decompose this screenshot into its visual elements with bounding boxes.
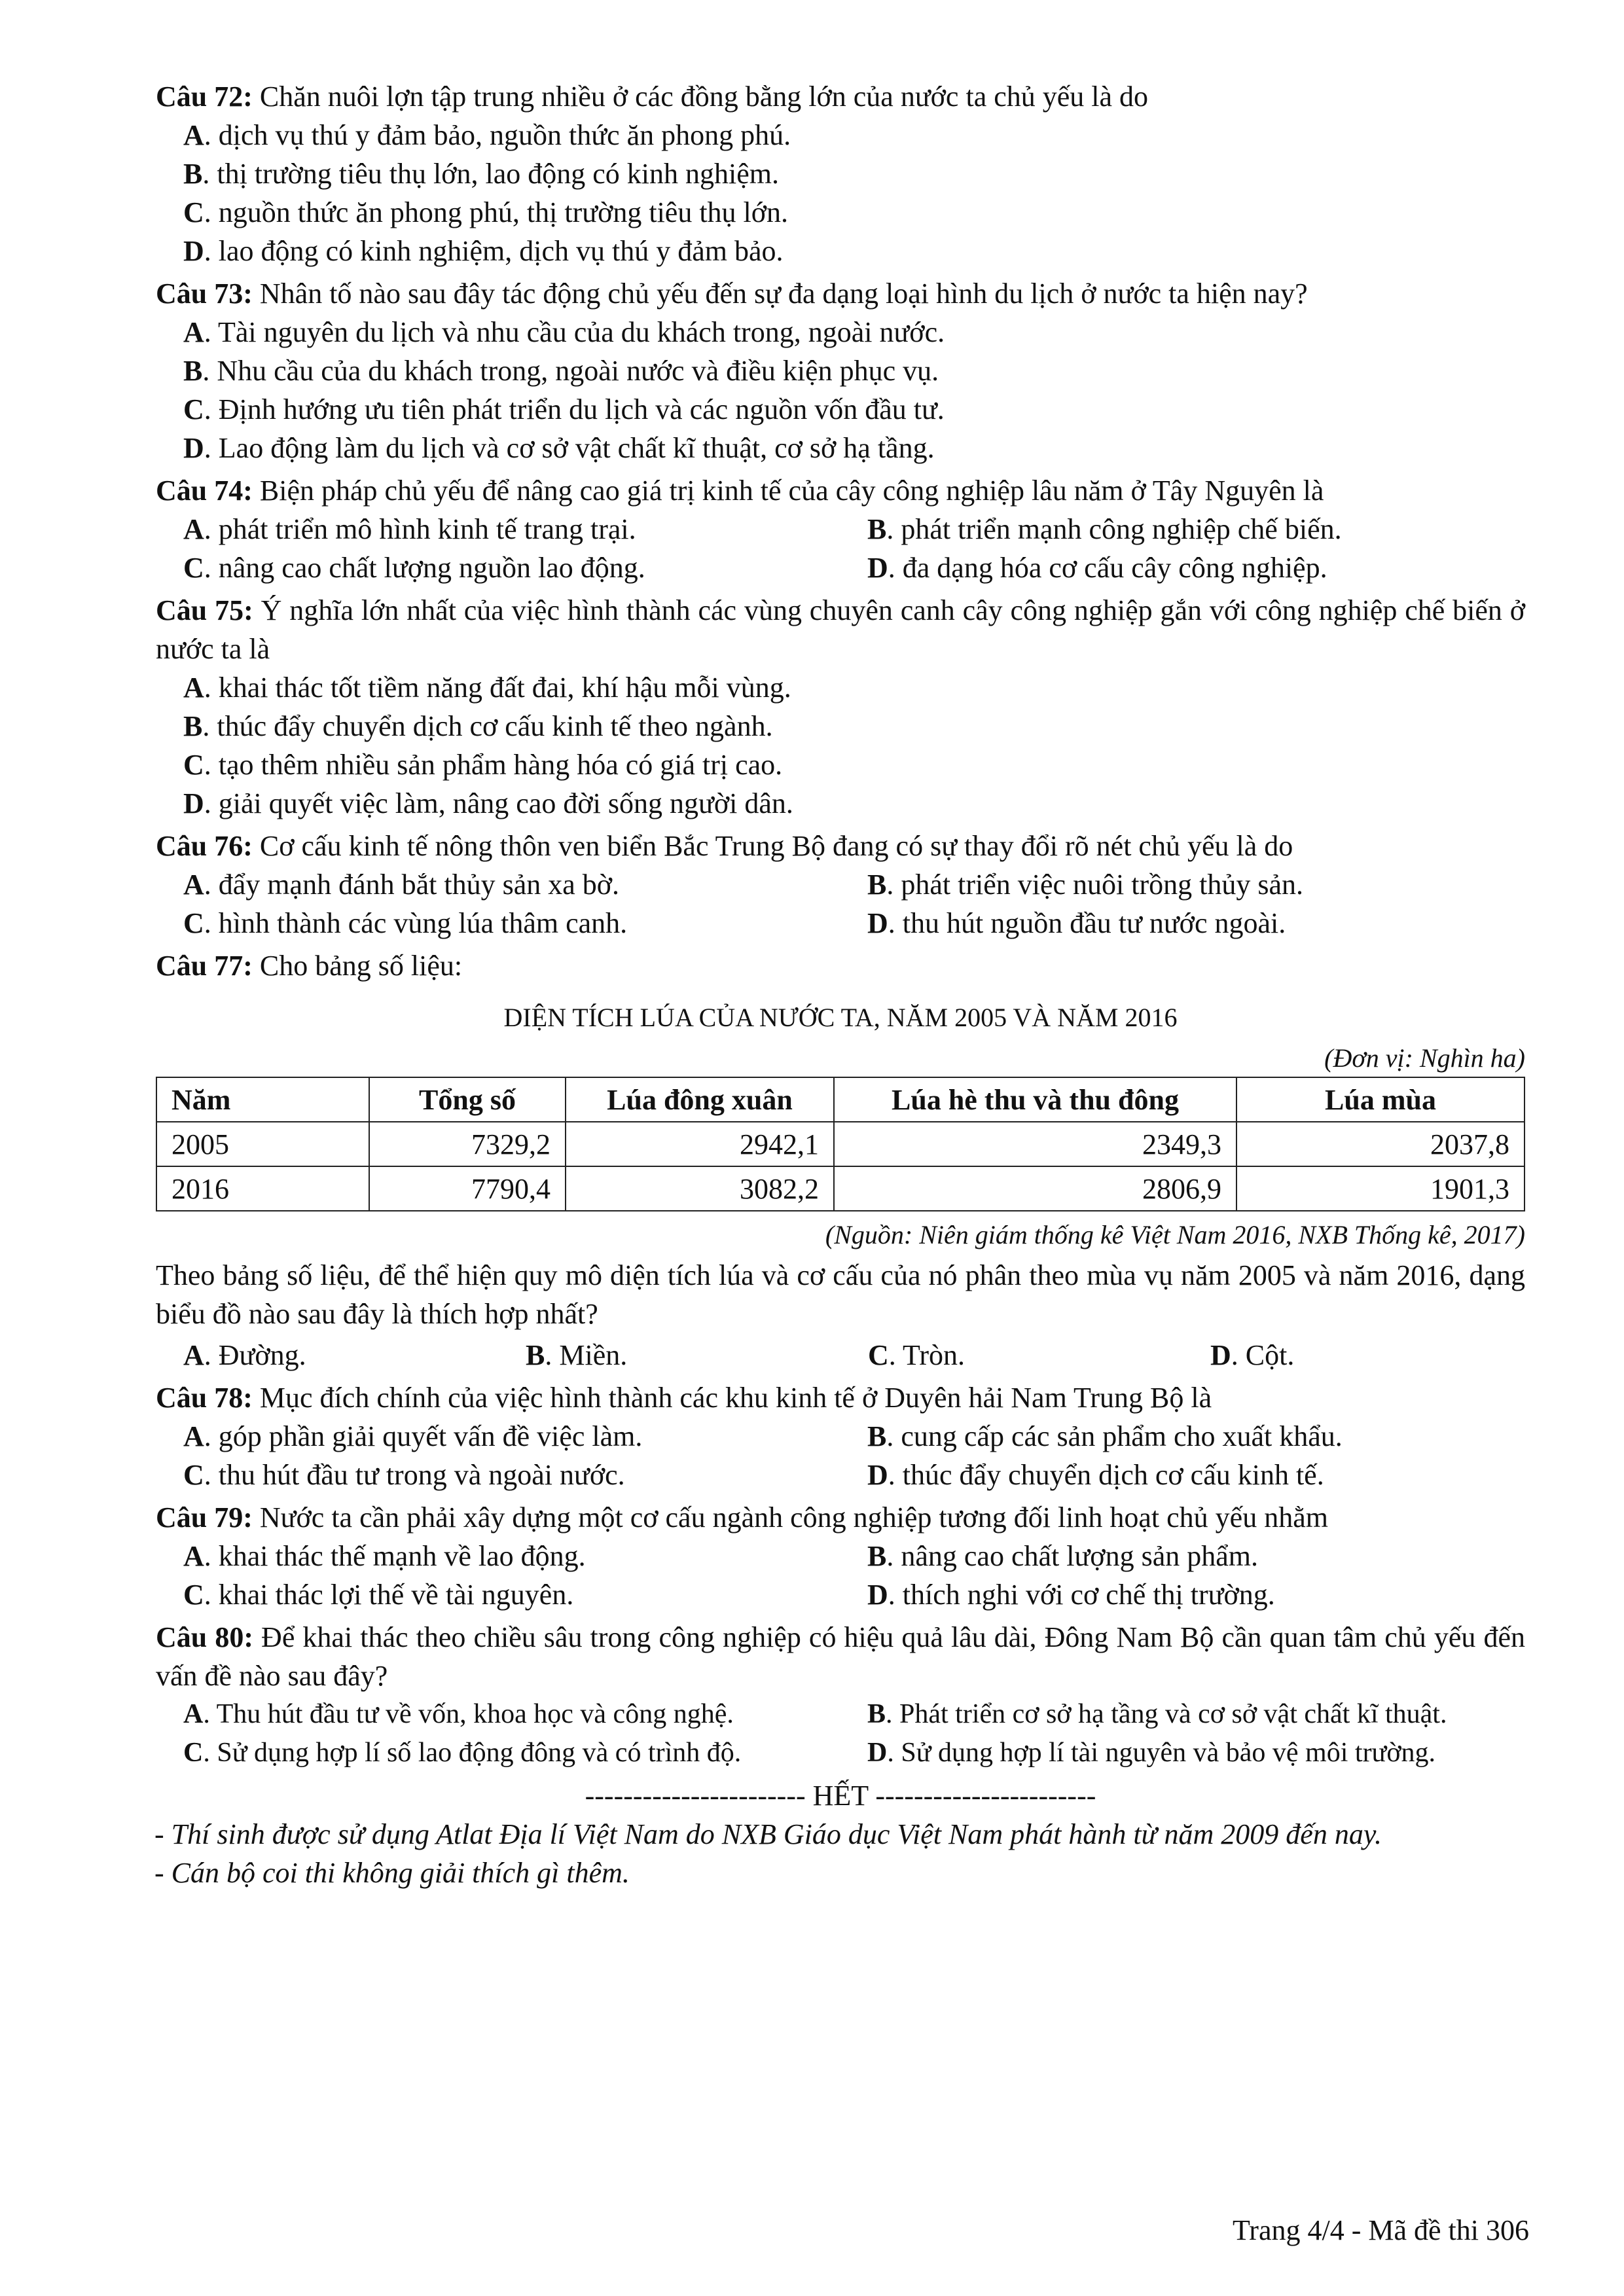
table-cell: 3082,2: [566, 1166, 834, 1211]
question-stem: [156, 1618, 1525, 1695]
option-text: . thích nghi với cơ chế thị trường.: [888, 1579, 1275, 1611]
option-a: [183, 510, 867, 548]
option-letter: A: [183, 119, 204, 151]
table-cell: 1901,3: [1236, 1166, 1525, 1211]
option-letter: B: [183, 355, 203, 387]
option-c: [183, 904, 867, 942]
option-text: . thúc đẩy chuyển dịch cơ cấu kinh tế theo ngành.: [202, 710, 773, 742]
option-b: [867, 1537, 1525, 1575]
option-b: [867, 1417, 1525, 1456]
option-text: . Định hướng ưu tiên phát triển du lịch và các nguồn vốn đầu tư.: [204, 393, 945, 425]
option-c: [183, 390, 1525, 429]
option-letter: C: [183, 907, 204, 939]
option-letter: C: [183, 196, 204, 228]
question-prompt: Theo bảng số liệu, để thể hiện quy mô diện tích lúa và cơ cấu của nó phân theo mùa vụ năm 2005 và năm 2016, dạng biểu đồ nào sau đây là thích hợp nhất?: [156, 1259, 1525, 1330]
question-text: Cơ cấu kinh tế nông thôn ven biển Bắc Trung Bộ đang có sự thay đổi rõ nét chủ yếu là do: [252, 830, 1293, 862]
option-c: [183, 1734, 867, 1772]
option-letter: D: [867, 1579, 888, 1611]
question-label: Câu 72:: [156, 81, 253, 113]
table-cell: 7329,2: [369, 1122, 566, 1166]
question-label: Câu 78:: [156, 1382, 253, 1414]
exam-note: - Thí sinh được sử dụng Atlat Địa lí Việt Nam do NXB Giáo dục Việt Nam phát hành từ năm 2009 đến nay.: [154, 1818, 1382, 1850]
question-label: Câu 74:: [156, 475, 253, 507]
page-footer: Trang 4/4 - Mã đề thi 306: [1232, 2214, 1529, 2246]
question-text: Chăn nuôi lợn tập trung nhiều ở các đồng bằng lớn của nước ta chủ yếu là do: [252, 81, 1149, 113]
question-stem: [156, 77, 1525, 116]
table-cell: 2005: [156, 1122, 369, 1166]
option-letter: B: [867, 1420, 887, 1452]
option-letter: B: [526, 1339, 545, 1371]
option-letter: A: [183, 1540, 204, 1572]
question-76: [156, 827, 1525, 942]
option-letter: D: [1210, 1339, 1231, 1371]
option-d: [867, 1575, 1525, 1614]
option-letter: C: [183, 1459, 204, 1491]
question-text: Cho bảng số liệu:: [252, 950, 463, 982]
option-b: [867, 865, 1525, 904]
option-d: [867, 1456, 1525, 1494]
option-text: . Nhu cầu của du khách trong, ngoài nước và điều kiện phục vụ.: [202, 355, 939, 387]
option-text: . nguồn thức ăn phong phú, thị trường tiêu thụ lớn.: [204, 196, 789, 228]
question-label: Câu 77:: [156, 950, 253, 982]
question-text: Nước ta cần phải xây dựng một cơ cấu ngành công nghiệp tương đối linh hoạt chủ yếu nhằm: [252, 1501, 1328, 1534]
option-letter: B: [867, 869, 887, 901]
question-text: Biện pháp chủ yếu để nâng cao giá trị kinh tế của cây công nghiệp lâu năm ở Tây Nguyên là: [252, 475, 1324, 507]
end-marker: ----------------------- HẾT -----------------------: [585, 1780, 1096, 1812]
option-letter: C: [183, 1579, 204, 1611]
option-letter: A: [183, 1420, 204, 1452]
exam-page: [156, 77, 1525, 1892]
option-a: [183, 1695, 867, 1734]
question-text: Ý nghĩa lớn nhất của việc hình thành các vùng chuyên canh cây công nghiệp gắn với công nghiệp chế biến ở nước ta là: [156, 594, 1525, 665]
option-text: . lao động có kinh nghiệm, dịch vụ thú y đảm bảo.: [204, 235, 784, 267]
option-letter: C: [183, 552, 204, 584]
option-c: [868, 1336, 1210, 1374]
option-text: . hình thành các vùng lúa thâm canh.: [204, 907, 628, 939]
question-label: Câu 79:: [156, 1501, 253, 1534]
option-b: [867, 510, 1525, 548]
option-d: [867, 904, 1525, 942]
question-text: Để khai thác theo chiều sâu trong công nghiệp có hiệu quả lâu dài, Đông Nam Bộ cần quan tâm chủ yếu đến vấn đề nào sau đây?: [156, 1621, 1525, 1692]
option-text: . Tài nguyên du lịch và nhu cầu của du khách trong, ngoài nước.: [204, 316, 945, 348]
option-letter: D: [183, 787, 204, 819]
option-a: [183, 865, 867, 904]
option-c: [183, 745, 1525, 784]
option-text: . phát triển mô hình kinh tế trang trại.: [204, 513, 636, 545]
option-text: . đa dạng hóa cơ cấu cây công nghiệp.: [888, 552, 1327, 584]
question-79: [156, 1498, 1525, 1614]
option-text: . thu hút nguồn đầu tư nước ngoài.: [888, 907, 1286, 939]
option-d: [183, 429, 1525, 467]
option-text: . thị trường tiêu thụ lớn, lao động có kinh nghiệm.: [202, 158, 779, 190]
options: [156, 510, 1525, 587]
table-cell: 2942,1: [566, 1122, 834, 1166]
option-text: . Tròn.: [888, 1339, 965, 1371]
option-text: . khai thác lợi thế về tài nguyên.: [204, 1579, 574, 1611]
option-text: . khai thác thế mạnh về lao động.: [204, 1540, 586, 1572]
option-a: [183, 1417, 867, 1456]
question-label: Câu 73:: [156, 278, 253, 310]
option-text: . khai thác tốt tiềm năng đất đai, khí hậu mỗi vùng.: [204, 672, 791, 704]
option-letter: A: [183, 672, 204, 704]
option-b: [867, 1695, 1525, 1734]
option-a: [183, 1537, 867, 1575]
option-d: [867, 548, 1525, 587]
option-text: . Cột.: [1231, 1339, 1295, 1371]
question-80: [156, 1618, 1525, 1772]
table-row: [156, 1122, 1525, 1166]
option-text: . Phát triển cơ sở hạ tầng và cơ sở vật chất kĩ thuật.: [886, 1699, 1447, 1729]
option-text: . phát triển việc nuôi trồng thủy sản.: [886, 869, 1304, 901]
option-letter: C: [183, 393, 204, 425]
option-letter: C: [183, 749, 204, 781]
table-cell: 2037,8: [1236, 1122, 1525, 1166]
table-row: [156, 1166, 1525, 1211]
option-a: [183, 1336, 526, 1374]
option-c: [183, 193, 1525, 232]
option-letter: D: [867, 907, 888, 939]
option-d: [183, 784, 1525, 823]
option-letter: D: [183, 235, 204, 267]
option-d: [1210, 1336, 1525, 1374]
options: [156, 1695, 1525, 1772]
question-stem: [156, 827, 1525, 865]
option-letter: A: [183, 513, 204, 545]
option-letter: D: [183, 432, 204, 464]
question-stem: [156, 274, 1525, 313]
option-b: [526, 1336, 868, 1374]
option-b: [183, 154, 1525, 193]
option-a: [183, 668, 1525, 707]
table-header-row: [156, 1077, 1525, 1122]
question-label: Câu 75:: [156, 594, 253, 626]
option-text: . thúc đẩy chuyển dịch cơ cấu kinh tế.: [888, 1459, 1324, 1491]
option-c: [183, 1456, 867, 1494]
question-73: [156, 274, 1525, 467]
option-text: . Thu hút đầu tư về vốn, khoa học và công nghệ.: [203, 1699, 734, 1729]
option-letter: D: [867, 1738, 888, 1768]
header-cell: Lúa hè thu và thu đông: [834, 1077, 1236, 1122]
question-74: [156, 471, 1525, 587]
table-unit: (Đơn vị: Nghìn ha): [1324, 1043, 1525, 1073]
option-text: . Sử dụng hợp lí tài nguyên và bảo vệ môi trường.: [887, 1738, 1436, 1768]
option-letter: C: [868, 1339, 889, 1371]
header-cell: Lúa mùa: [1236, 1077, 1525, 1122]
question-stem: [156, 1498, 1525, 1537]
question-text: Mục đích chính của việc hình thành các khu kinh tế ở Duyên hải Nam Trung Bộ là: [252, 1382, 1212, 1414]
question-72: [156, 77, 1525, 270]
option-letter: B: [183, 710, 203, 742]
option-text: . tạo thêm nhiều sản phẩm hàng hóa có giá trị cao.: [204, 749, 783, 781]
option-text: . thu hút đầu tư trong và ngoài nước.: [204, 1459, 625, 1491]
option-a: [183, 313, 1525, 351]
option-letter: C: [183, 1738, 204, 1768]
options: [156, 116, 1525, 270]
table-cell: 2806,9: [834, 1166, 1236, 1211]
option-text: . Miền.: [545, 1339, 628, 1371]
question-stem: [156, 591, 1525, 668]
option-d: [867, 1734, 1525, 1772]
options: [156, 1537, 1525, 1614]
option-letter: B: [867, 1540, 887, 1572]
question-label: Câu 76:: [156, 830, 253, 862]
data-table: [156, 1077, 1525, 1211]
question-stem: [156, 1378, 1525, 1417]
option-text: . Sử dụng hợp lí số lao động đông và có trình độ.: [203, 1738, 742, 1768]
option-text: . nâng cao chất lượng sản phẩm.: [886, 1540, 1258, 1572]
option-letter: B: [183, 158, 203, 190]
table-cell: 7790,4: [369, 1166, 566, 1211]
question-stem: [156, 946, 1525, 985]
question-75: [156, 591, 1525, 823]
question-text: Nhân tố nào sau đây tác động chủ yếu đến sự đa dạng loại hình du lịch ở nước ta hiện nay?: [252, 278, 1308, 310]
header-cell: Lúa đông xuân: [566, 1077, 834, 1122]
option-letter: A: [183, 1699, 204, 1729]
option-letter: D: [867, 552, 888, 584]
option-text: . Đường.: [204, 1339, 306, 1371]
header-cell: Tổng số: [369, 1077, 566, 1122]
option-letter: A: [183, 869, 204, 901]
option-b: [183, 351, 1525, 390]
option-text: . đẩy mạnh đánh bắt thủy sản xa bờ.: [204, 869, 620, 901]
table-cell: 2016: [156, 1166, 369, 1211]
option-text: . phát triển mạnh công nghiệp chế biến.: [886, 513, 1342, 545]
option-letter: A: [183, 1339, 204, 1371]
option-c: [183, 548, 867, 587]
exam-note: - Cán bộ coi thi không giải thích gì thêm.: [154, 1857, 630, 1889]
options: [156, 1336, 1525, 1374]
header-cell: Năm: [156, 1077, 369, 1122]
options: [156, 668, 1525, 823]
options: [156, 1417, 1525, 1494]
question-77: [156, 946, 1525, 1374]
option-letter: B: [867, 1699, 886, 1729]
table-source: (Nguồn: Niên giám thống kê Việt Nam 2016, NXB Thống kê, 2017): [825, 1220, 1525, 1249]
question-78: [156, 1378, 1525, 1494]
option-text: . nâng cao chất lượng nguồn lao động.: [204, 552, 645, 584]
options: [156, 313, 1525, 467]
option-d: [183, 232, 1525, 270]
option-c: [183, 1575, 867, 1614]
option-text: . Lao động làm du lịch và cơ sở vật chất kĩ thuật, cơ sở hạ tầng.: [204, 432, 935, 464]
option-letter: A: [183, 316, 204, 348]
option-text: . cung cấp các sản phẩm cho xuất khẩu.: [886, 1420, 1343, 1452]
option-b: [183, 707, 1525, 745]
question-label: Câu 80:: [156, 1621, 253, 1653]
option-text: . giải quyết việc làm, nâng cao đời sống người dân.: [204, 787, 793, 819]
table-title: DIỆN TÍCH LÚA CỦA NƯỚC TA, NĂM 2005 VÀ NĂM 2016: [503, 1003, 1178, 1032]
option-letter: D: [867, 1459, 888, 1491]
options: [156, 865, 1525, 942]
option-letter: B: [867, 513, 887, 545]
question-stem: [156, 471, 1525, 510]
table-cell: 2349,3: [834, 1122, 1236, 1166]
option-text: . góp phần giải quyết vấn đề việc làm.: [204, 1420, 643, 1452]
option-text: . dịch vụ thú y đảm bảo, nguồn thức ăn phong phú.: [204, 119, 791, 151]
option-a: [183, 116, 1525, 154]
